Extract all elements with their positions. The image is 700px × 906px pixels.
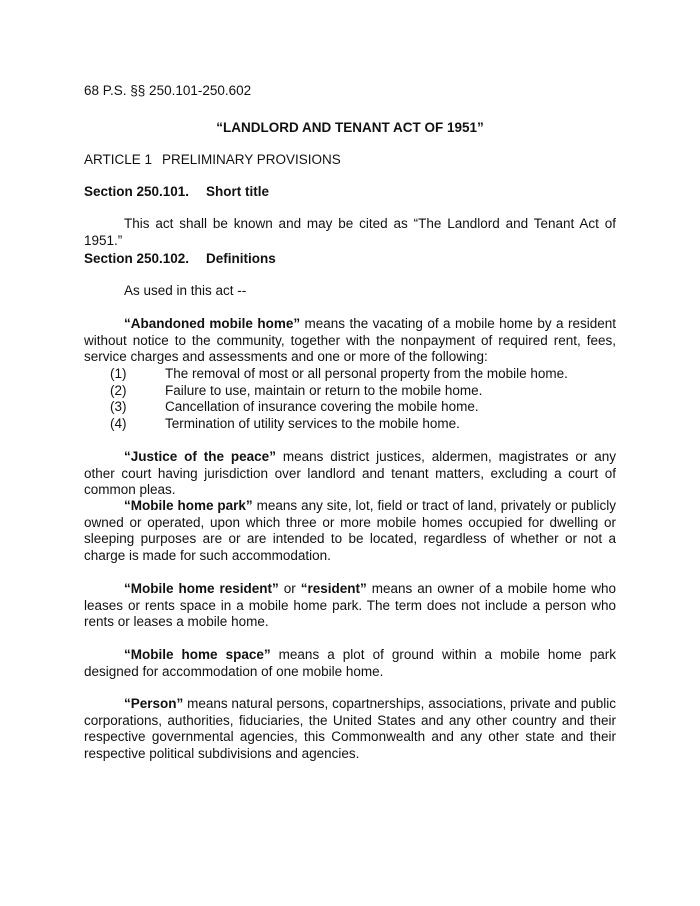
list-item-number: (2) [110, 382, 127, 398]
definition-text: means any site, lot, field or tract of land, privately or publicly owned or operated, upon which three or more mobile homes occupied for dwelling or sleeping purposes are or are intended to be located, regardless of whether or not a charge is made for such accommodation. [84, 498, 616, 563]
section-number: Section 250.102. [84, 251, 190, 266]
article-heading [84, 151, 341, 168]
definition-term: “Mobile home resident” [124, 581, 279, 596]
definition-text: means natural persons, copartnerships, associations, private and public corporations, authorities, fiduciaries, the United States and any other country and their respective governmental agencies, this Commonwealth and any other state and their respective political subdivisions and agencies. [84, 696, 616, 761]
list-item-text: The removal of most or all personal property from the mobile home. [165, 366, 568, 381]
list-item [110, 383, 568, 400]
section-heading-short-title [84, 183, 269, 200]
definition-abandoned-mobile-home [84, 316, 616, 366]
list-item [110, 366, 568, 383]
definition-mobile-home-resident [84, 581, 616, 631]
article-title: PRELIMINARY PROVISIONS [162, 152, 341, 167]
definition-text: means the vacating of a mobile home by a resident without notice to the community, together with the nonpayment of required rent, fees, service charges and assessments and one or more of the following: [84, 316, 616, 365]
short-title-paragraph: This act shall be known and may be cited as “The Landlord and Tenant Act of 1951.” [84, 216, 616, 248]
definition-text: means a plot of ground within a mobile home park designed for accommodation of one mobile home. [84, 647, 616, 679]
section-number: Section 250.101. [84, 184, 190, 199]
definition-connector: or [278, 581, 301, 596]
definition-justice-of-the-peace [84, 449, 616, 499]
definition-text: means district justices, aldermen, magistrates or any other court having jurisdiction over landlord and tenant matters, excluding a court of common pleas. [84, 449, 616, 498]
statute-citation: 68 P.S. §§ 250.101-250.602 [84, 83, 252, 98]
definition-mobile-home-park [84, 498, 616, 564]
definition-term: “Person” [124, 696, 184, 711]
as-used-paragraph: As used in this act -- [124, 283, 247, 298]
list-item-number: (4) [110, 415, 127, 431]
definition-term: “Justice of the peace” [124, 449, 276, 464]
list-item-text: Cancellation of insurance covering the mobile home. [165, 399, 479, 415]
definition-text: means an owner of a mobile home who leases or rents space in a mobile home park. The term does not include a person who rents or leases a mobile home. [84, 581, 616, 630]
list-item [110, 416, 568, 433]
section-title: Definitions [206, 251, 276, 266]
definition-term-alt: “resident” [300, 581, 367, 596]
list-item-text: Failure to use, maintain or return to the mobile home. [165, 382, 483, 398]
article-number: ARTICLE 1 [84, 152, 153, 167]
section-heading-definitions [84, 250, 276, 267]
definition-person [84, 696, 616, 762]
definition-term: “Mobile home space” [124, 647, 271, 662]
abandonment-criteria-list [110, 366, 568, 432]
definition-term: “Abandoned mobile home” [124, 316, 301, 331]
act-title: “LANDLORD AND TENANT ACT OF 1951” [216, 120, 484, 135]
definition-term: “Mobile home park” [124, 498, 253, 513]
list-item [110, 399, 568, 416]
list-item-number: (1) [110, 366, 127, 381]
definition-mobile-home-space [84, 647, 616, 680]
list-item-text: Termination of utility services to the mobile home. [165, 415, 460, 431]
section-title: Short title [206, 184, 269, 199]
list-item-number: (3) [110, 399, 127, 415]
